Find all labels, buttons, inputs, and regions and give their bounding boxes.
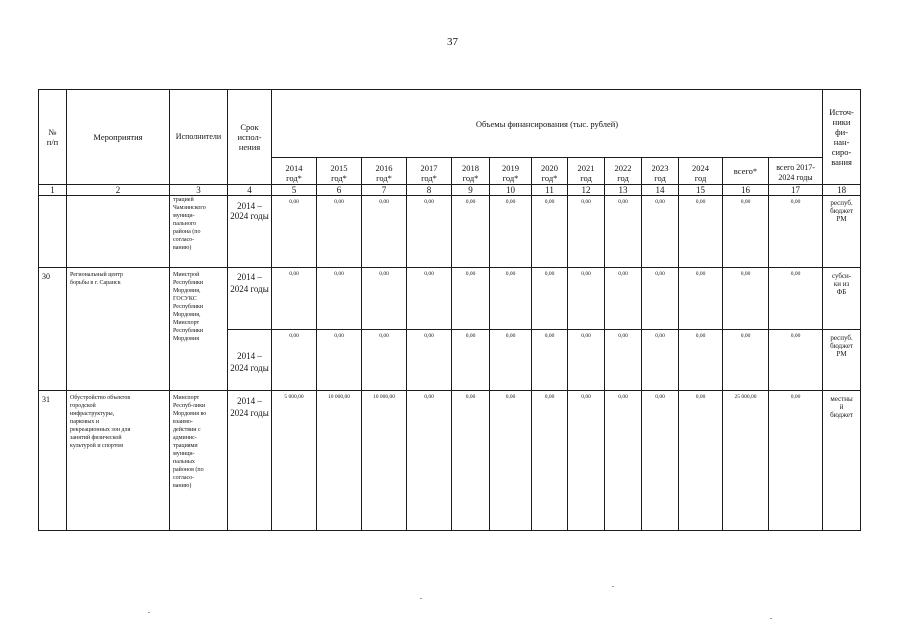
column-number: 5 [272, 185, 317, 196]
value-cell: 0,00 [490, 268, 532, 330]
text-line: испол- [237, 132, 262, 142]
text-line: п/п [46, 137, 59, 147]
value-cell: 0,00 [407, 391, 452, 531]
text-line: 2018 [462, 163, 479, 173]
value-cell: 0,00 [272, 196, 317, 268]
text-line: рекреационных зон для [70, 427, 131, 433]
text-line: год [654, 173, 666, 183]
source-cell [823, 196, 861, 268]
text-line: 2015 [330, 163, 348, 173]
column-number: 4 [228, 185, 272, 196]
text-line: 2024 годы [230, 408, 269, 418]
text-line: 2016 [375, 163, 393, 173]
text-line: год [617, 173, 629, 183]
value-cell: 0,00 [642, 330, 679, 391]
text-line: взаимо- [173, 419, 193, 425]
term-cell [228, 196, 272, 268]
text-line: парковых и [70, 419, 100, 425]
text-line: ки из [833, 280, 850, 288]
text-line: й [839, 403, 844, 411]
value-cell: 0,00 [769, 268, 823, 330]
text-line: борьбы в г. Саранск [70, 280, 121, 286]
text-line: районов (по [173, 467, 204, 473]
column-number: 17 [769, 185, 823, 196]
header-total-2017-2024 [769, 158, 823, 185]
table-body [39, 90, 861, 531]
text-line: респуб. [830, 199, 853, 207]
value-cell: 0,00 [679, 391, 723, 531]
value-cell: 0,00 [769, 196, 823, 268]
text-line: РМ [836, 215, 847, 223]
text-line: ванию) [173, 483, 192, 489]
row-number: 30 [39, 268, 67, 391]
row-number [39, 196, 67, 268]
text-line: ГОСУКС [173, 296, 197, 302]
column-number: 7 [362, 185, 407, 196]
text-line: ванию) [173, 245, 192, 251]
header-year [568, 158, 605, 185]
value-cell: 25 000,00 [723, 391, 769, 531]
executor-cell [170, 268, 228, 391]
text-line: пального [173, 221, 197, 227]
text-line: год* [541, 173, 558, 183]
value-cell: 0,00 [362, 268, 407, 330]
value-cell: 0,00 [407, 330, 452, 391]
financing-table [38, 89, 861, 531]
value-cell: 0,00 [723, 330, 769, 391]
scan-speck [420, 598, 422, 599]
row-number: 31 [39, 391, 67, 531]
column-number: 8 [407, 185, 452, 196]
value-cell: 0,00 [568, 196, 605, 268]
value-cell: 0,00 [532, 196, 568, 268]
column-number: 3 [170, 185, 228, 196]
value-cell: 0,00 [362, 196, 407, 268]
text-line: 2014 – [237, 351, 262, 361]
value-cell: 0,00 [532, 268, 568, 330]
value-cell: 0,00 [769, 391, 823, 531]
header-year [605, 158, 642, 185]
text-line: местны [830, 395, 853, 403]
text-line: района (по [173, 229, 201, 235]
text-line: Чамзинского [173, 205, 206, 211]
column-numbers-row [39, 185, 861, 196]
text-line: Минспорт [173, 395, 200, 401]
value-cell: 0,00 [679, 196, 723, 268]
header-row [39, 90, 861, 158]
column-number: 13 [605, 185, 642, 196]
text-line: бюджет [830, 207, 854, 215]
text-line: 2024 годы [230, 284, 269, 294]
value-cell: 0,00 [490, 330, 532, 391]
value-cell: 0,00 [452, 391, 490, 531]
value-cell: 0,00 [679, 330, 723, 391]
text-line: 2021 [577, 163, 595, 173]
term-cell [228, 268, 272, 330]
text-line: 2017 [420, 163, 438, 173]
value-cell: 0,00 [568, 268, 605, 330]
value-cell: 0,00 [642, 391, 679, 531]
table-row [39, 268, 861, 330]
text-line: трацией [173, 197, 194, 203]
column-number: 18 [823, 185, 861, 196]
value-cell: 0,00 [490, 391, 532, 531]
page-number: 37 [447, 36, 458, 48]
text-line: Обустройство объектов [70, 395, 131, 401]
header-year [407, 158, 452, 185]
text-line: нения [238, 142, 261, 152]
text-line: культурой и спортом [70, 443, 124, 449]
header-measures: Мероприятия [67, 90, 170, 185]
scan-speck [148, 612, 150, 613]
source-cell [823, 391, 861, 531]
value-cell: 0,00 [532, 330, 568, 391]
text-line: фи- [835, 127, 848, 137]
text-line: пальных [173, 459, 195, 465]
value-cell: 0,00 [452, 268, 490, 330]
text-line: бюджет [830, 342, 854, 350]
measure-cell [67, 196, 170, 268]
value-cell: 0,00 [317, 196, 362, 268]
value-cell: 0,00 [362, 330, 407, 391]
text-line: год* [502, 173, 519, 183]
header-year [532, 158, 568, 185]
text-line: 2022 [614, 163, 632, 173]
text-line: Мордовия во [173, 411, 207, 417]
header-executors: Исполнители [170, 90, 228, 185]
value-cell: 0,00 [605, 391, 642, 531]
text-line: РМ [836, 350, 847, 358]
text-line: Республики [173, 280, 204, 286]
text-line: вания [831, 157, 852, 167]
executor-cell [170, 196, 228, 268]
value-cell: 0,00 [407, 268, 452, 330]
value-cell: 0,00 [490, 196, 532, 268]
text-line: Республики [173, 328, 204, 334]
value-cell: 0,00 [272, 330, 317, 391]
value-cell: 0,00 [769, 330, 823, 391]
value-cell: 10 000,00 [317, 391, 362, 531]
text-line: год* [376, 173, 392, 183]
header-term [228, 90, 272, 185]
header-year [452, 158, 490, 185]
text-line: № [48, 127, 57, 137]
table-row [39, 391, 861, 531]
executor-cell [170, 391, 228, 531]
value-cell: 0,00 [605, 196, 642, 268]
text-line: Мордовия, [173, 288, 201, 294]
scan-speck [612, 586, 614, 587]
header-year [317, 158, 362, 185]
source-cell [823, 268, 861, 330]
value-cell: 0,00 [317, 330, 362, 391]
text-line: 2024 годы [778, 173, 813, 182]
text-line: бюджет [830, 411, 854, 419]
text-line: 2020 [541, 163, 558, 173]
text-line: трациями [173, 443, 198, 449]
text-line: админис- [173, 435, 197, 441]
text-line: согласо- [173, 237, 195, 243]
text-line: Срок [240, 122, 259, 132]
column-number: 10 [490, 185, 532, 196]
value-cell: 0,00 [452, 330, 490, 391]
value-cell: 0,00 [723, 268, 769, 330]
text-line: Источ- [829, 107, 854, 117]
value-cell: 0,00 [568, 330, 605, 391]
text-line: нан- [833, 137, 850, 147]
term-cell [228, 391, 272, 531]
text-line: год [694, 173, 707, 183]
value-cell: 0,00 [532, 391, 568, 531]
text-line: городской [70, 403, 96, 409]
text-line: год* [462, 173, 479, 183]
column-number: 12 [568, 185, 605, 196]
text-line: Респуб-лики [173, 403, 206, 409]
header-year [679, 158, 723, 185]
value-cell: 0,00 [407, 196, 452, 268]
text-line: год* [331, 173, 347, 183]
value-cell: 0,00 [272, 268, 317, 330]
text-line: год [580, 173, 592, 183]
column-number: 1 [39, 185, 67, 196]
value-cell: 0,00 [642, 196, 679, 268]
text-line: занятий физической [70, 435, 122, 441]
text-line: 2023 [651, 163, 669, 173]
column-number: 6 [317, 185, 362, 196]
term-cell [228, 330, 272, 391]
text-line: Мордовия [173, 336, 199, 342]
text-line: действии с [173, 427, 201, 433]
text-line: респуб. [830, 334, 853, 342]
text-line: 2014 – [237, 272, 262, 282]
text-line: Минстрой [173, 272, 200, 278]
column-number: 15 [679, 185, 723, 196]
header-year [362, 158, 407, 185]
text-line: 2014 – [237, 201, 262, 211]
column-number: 16 [723, 185, 769, 196]
value-cell: 0,00 [568, 391, 605, 531]
value-cell: 10 000,00 [362, 391, 407, 531]
table-row [39, 196, 861, 268]
header-num [39, 90, 67, 185]
text-line: Региональный центр [70, 272, 123, 278]
scan-speck [770, 618, 772, 619]
value-cell: 0,00 [605, 330, 642, 391]
column-number: 2 [67, 185, 170, 196]
text-line: согласо- [173, 475, 195, 481]
value-cell: 0,00 [723, 196, 769, 268]
text-line: Минспорт [173, 320, 200, 326]
text-line: сиро- [831, 147, 852, 157]
text-line: ФБ [836, 288, 847, 296]
value-cell: 0,00 [605, 268, 642, 330]
text-line: муници- [173, 451, 195, 457]
header-year [272, 158, 317, 185]
column-number: 9 [452, 185, 490, 196]
header-year [490, 158, 532, 185]
text-line: субси- [831, 272, 852, 280]
column-number: 11 [532, 185, 568, 196]
value-cell: 0,00 [679, 268, 723, 330]
measure-cell [67, 391, 170, 531]
text-line: муници- [173, 213, 195, 219]
text-line: 2024 годы [230, 363, 269, 373]
header-financing: Объемы финансирования (тыс. рублей) [272, 90, 823, 158]
value-cell: 0,00 [452, 196, 490, 268]
header-year [642, 158, 679, 185]
value-cell: 0,00 [642, 268, 679, 330]
value-cell: 0,00 [317, 268, 362, 330]
text-line: Республики [173, 304, 204, 310]
text-line: ники [832, 117, 851, 127]
text-line: всего 2017- [776, 163, 815, 172]
source-cell [823, 330, 861, 391]
text-line: инфраструктуры, [70, 411, 115, 417]
text-line: 2024 годы [230, 211, 269, 221]
value-cell: 5 000,00 [272, 391, 317, 531]
header-total: всего* [723, 158, 769, 185]
column-number: 14 [642, 185, 679, 196]
text-line: год* [421, 173, 437, 183]
text-line: 2019 [502, 163, 519, 173]
header-sources [823, 90, 861, 185]
text-line: 2014 – [237, 396, 262, 406]
measure-cell [67, 268, 170, 391]
text-line: 2014 [285, 163, 303, 173]
text-line: 2024 [692, 163, 709, 173]
text-line: Мордовия, [173, 312, 201, 318]
text-line: год* [286, 173, 302, 183]
